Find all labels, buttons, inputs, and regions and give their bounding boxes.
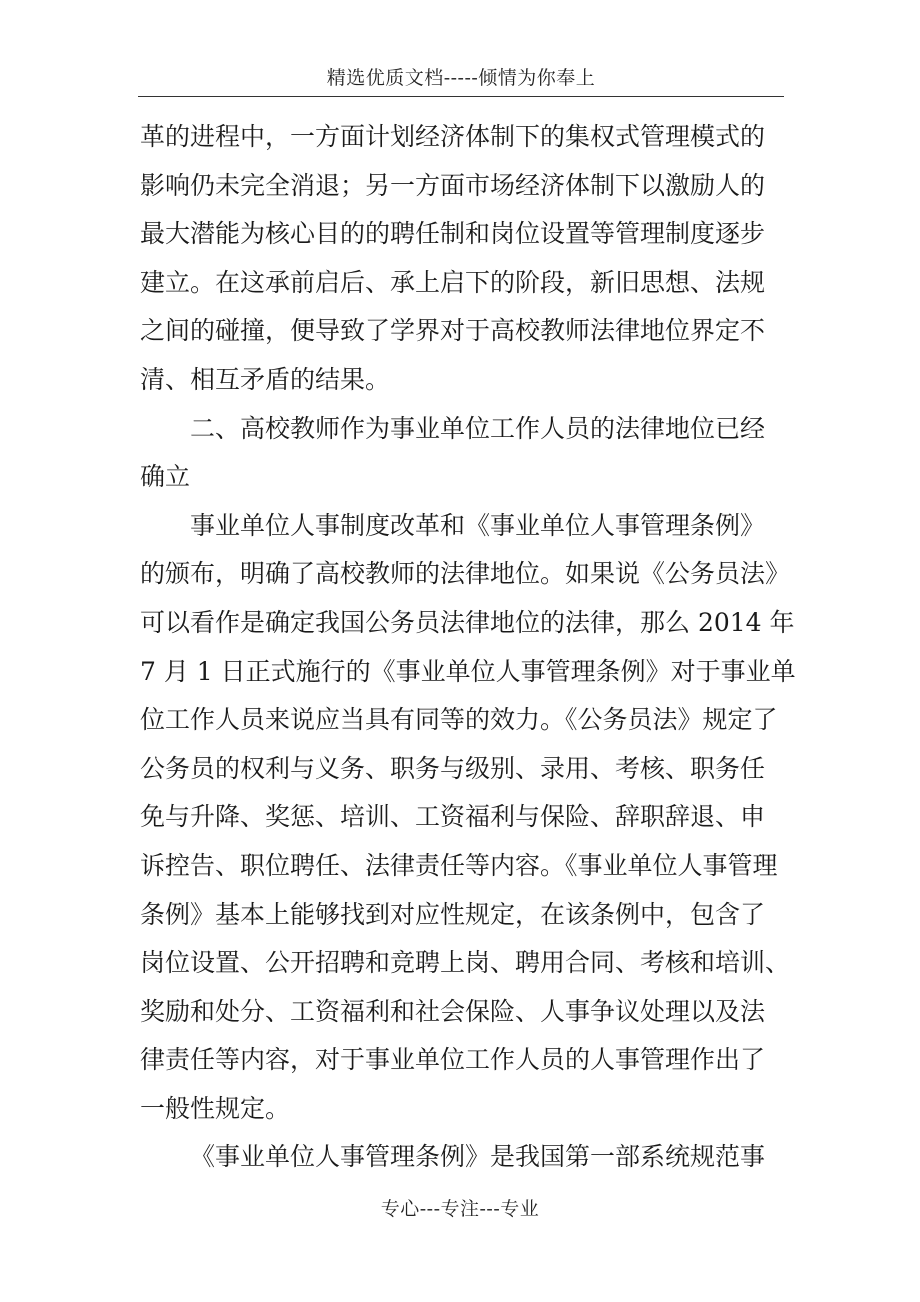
text-line: 免与升降、奖惩、培训、工资福利与保险、辞职辞退、申 xyxy=(140,802,766,832)
text-line: 奖励和处分、工资福利和社会保险、人事争议处理以及法 xyxy=(140,996,766,1026)
text-line: 7 月 1 日正式施行的《事业单位人事管理条例》对于事业单 xyxy=(140,656,796,686)
section-heading-continuation: 确立 xyxy=(140,462,191,492)
section-heading: 二、高校教师作为事业单位工作人员的法律地位已经 xyxy=(190,413,766,443)
page-footer: 专心---专注---专业 xyxy=(380,1198,540,1220)
text-line: 清、相互矛盾的结果。 xyxy=(140,364,391,394)
paragraph-start: 事业单位人事制度改革和《事业单位人事管理条例》 xyxy=(190,510,766,540)
page-header: 精选优质文档-----倾情为你奉上 xyxy=(138,60,784,97)
text-line: 位工作人员来说应当具有同等的效力。《公务员法》规定了 xyxy=(140,705,778,735)
text-line: 可以看作是确定我国公务员法律地位的法律，那么 2014 年 xyxy=(140,607,795,637)
text-line: 建立。在这承前启后、承上启下的阶段，新旧思想、法规 xyxy=(140,267,766,297)
text-line: 条例》基本上能够找到对应性规定，在该条例中，包含了 xyxy=(140,899,766,929)
text-line: 最大潜能为核心目的的聘任制和岗位设置等管理制度逐步 xyxy=(140,219,766,249)
text-line: 公务员的权利与义务、职务与级别、录用、考核、职务任 xyxy=(140,753,766,783)
text-line: 一般性规定。 xyxy=(140,1093,291,1123)
text-line: 的颁布，明确了高校教师的法律地位。如果说《公务员法》 xyxy=(140,559,791,589)
text-line: 之间的碰撞，便导致了学界对于高校教师法律地位界定不 xyxy=(140,316,766,346)
document-body xyxy=(140,113,796,1182)
text-line: 律责任等内容，对于事业单位工作人员的人事管理作出了 xyxy=(140,1045,766,1075)
text-line: 影响仍未完全消退；另一方面市场经济体制下以激励人的 xyxy=(140,170,766,200)
paragraph-start: 《事业单位人事管理条例》是我国第一部系统规范事 xyxy=(190,1142,766,1172)
text-line: 岗位设置、公开招聘和竞聘上岗、聘用合同、考核和培训、 xyxy=(140,948,791,978)
text-line: 革的进程中，一方面计划经济体制下的集权式管理模式的 xyxy=(140,122,766,151)
text-line: 诉控告、职位聘任、法律责任等内容。《事业单位人事管理 xyxy=(140,850,778,880)
